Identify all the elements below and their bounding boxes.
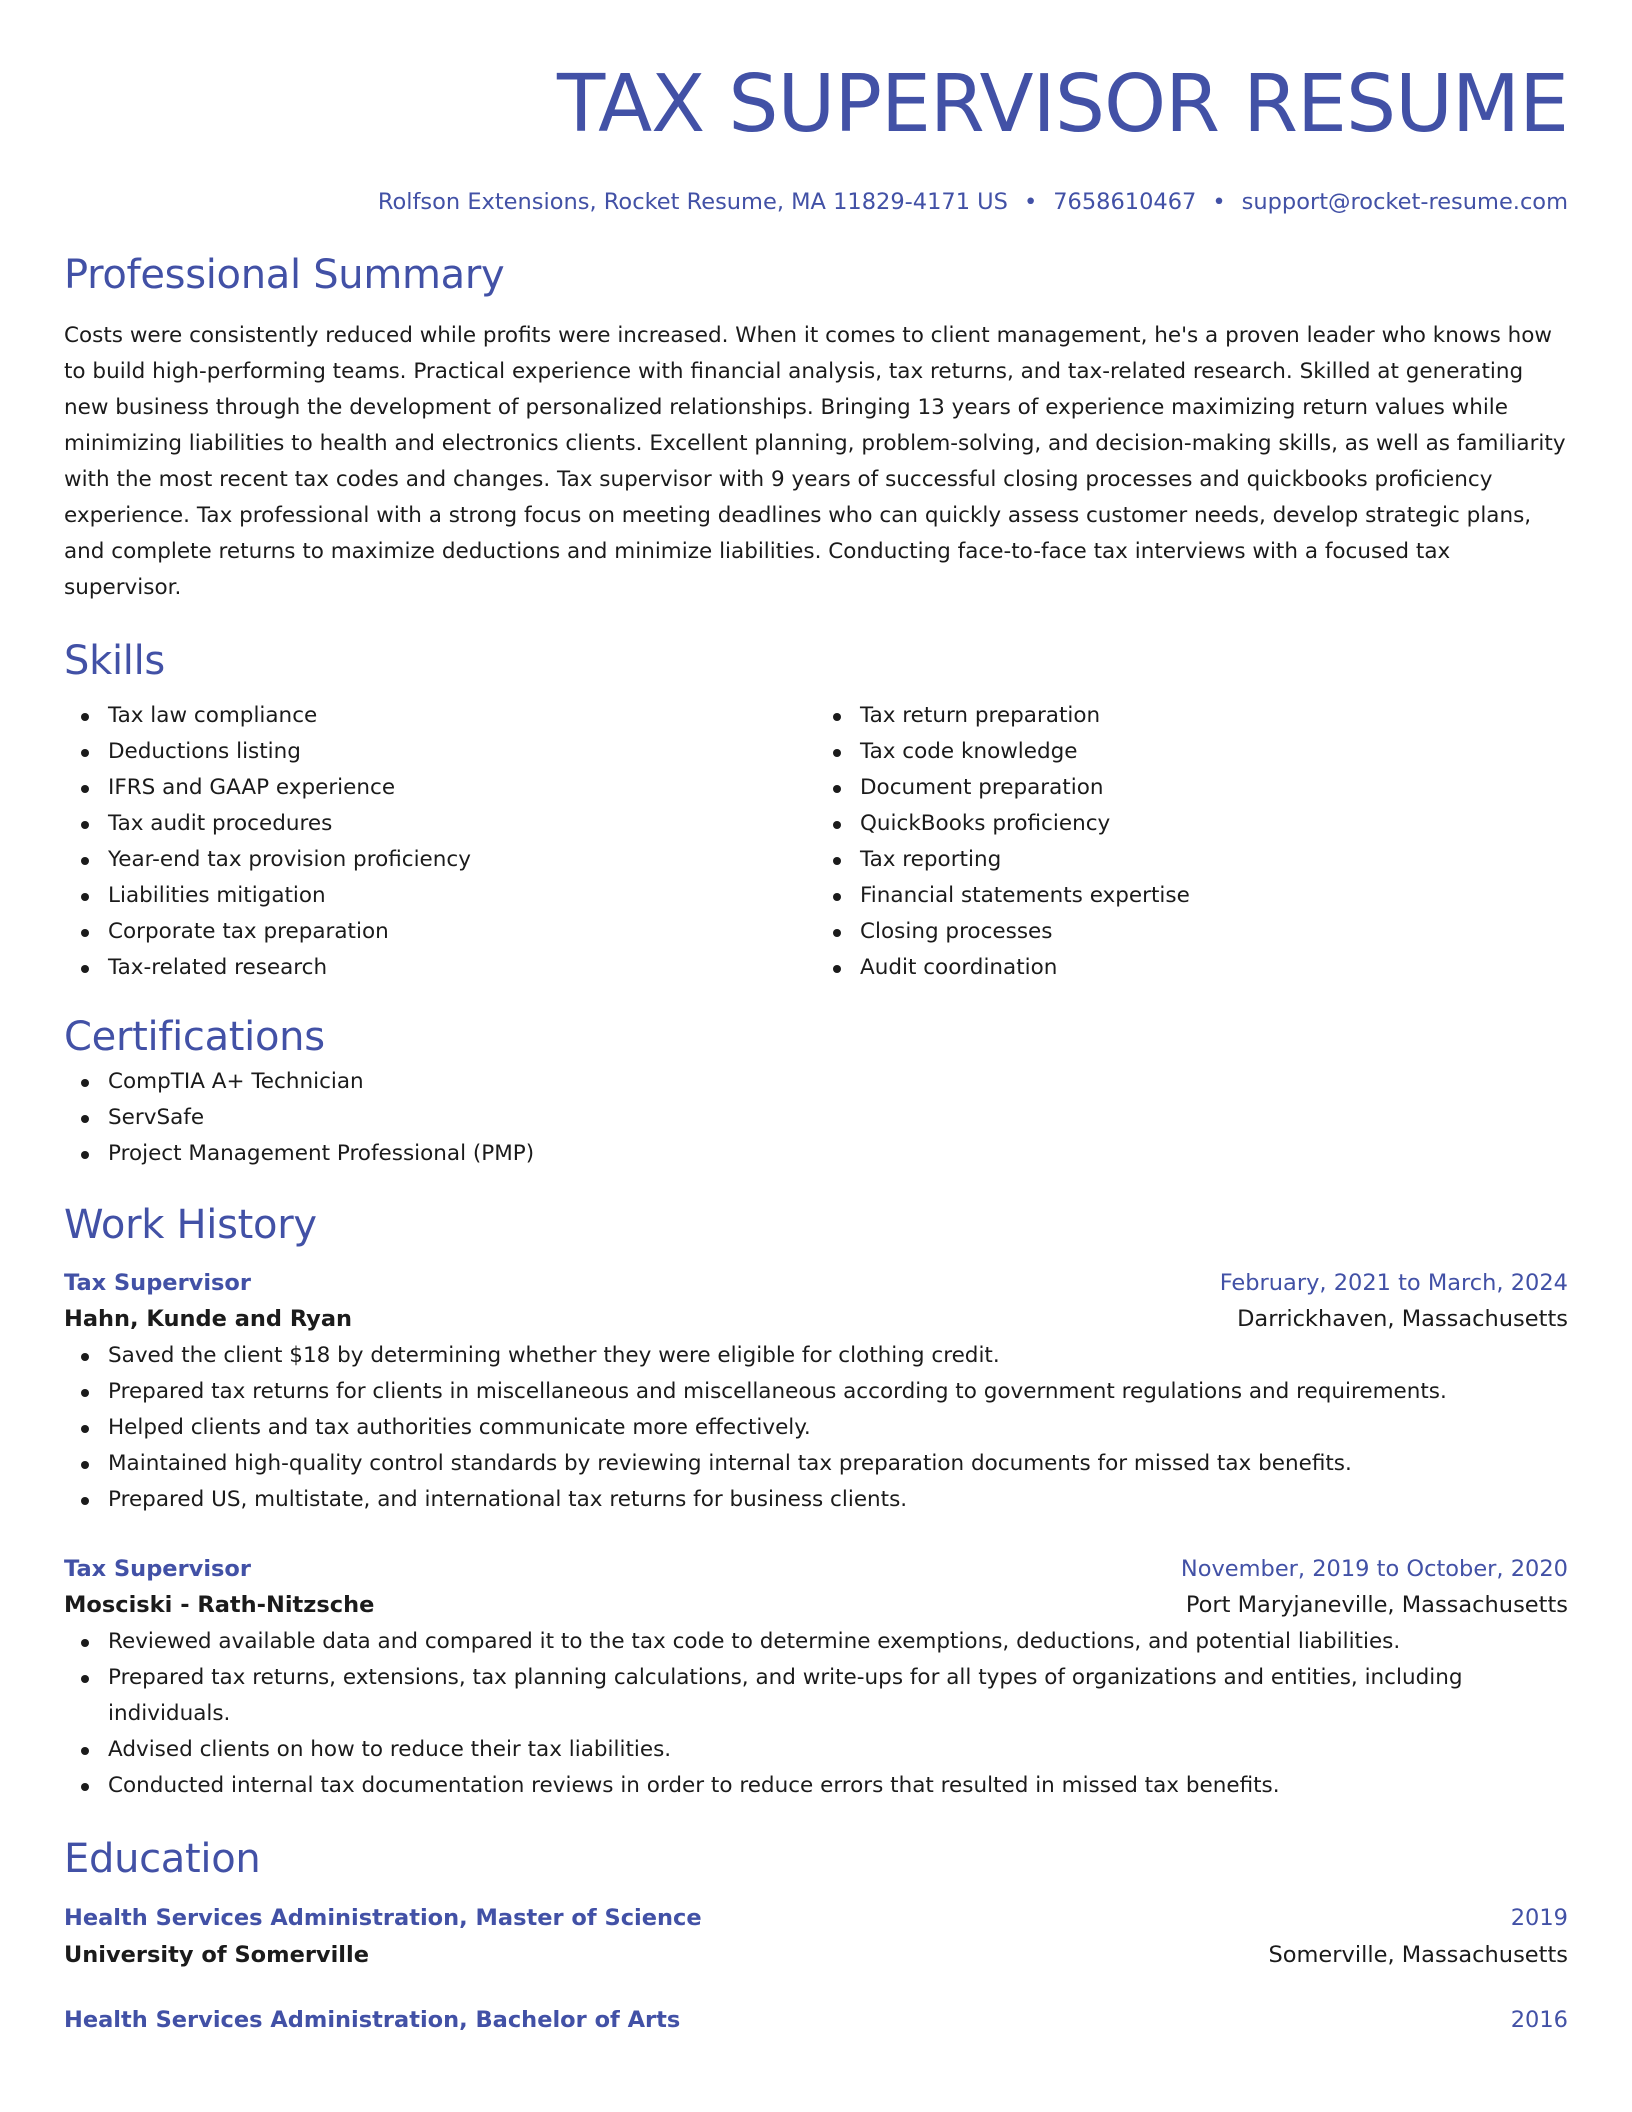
skill-item: Tax audit procedures	[108, 806, 816, 842]
skill-item: Deductions listing	[108, 734, 816, 770]
job-entry	[64, 1266, 1568, 1518]
certification-item: Project Management Professional (PMP)	[108, 1136, 1568, 1172]
job-title-row	[64, 1266, 1568, 1300]
job-bullet: Helped clients and tax authorities communicate more effectively.	[108, 1410, 1568, 1446]
job-entry	[64, 1552, 1568, 1804]
certification-item: CompTIA A+ Technician	[108, 1064, 1568, 1100]
education-year: 2019	[1510, 1905, 1568, 1931]
education-heading: Education	[64, 1836, 261, 1882]
education-entry	[64, 1900, 1568, 1974]
skills-heading: Skills	[64, 638, 165, 684]
job-bullet: Advised clients on how to reduce their tax liabilities.	[108, 1732, 1568, 1768]
certifications-list	[64, 1064, 1568, 1172]
job-dates: February, 2021 to March, 2024	[1219, 1270, 1568, 1296]
skill-item: Tax law compliance	[108, 698, 816, 734]
skills-section	[64, 634, 1568, 986]
skill-item: Tax-related research	[108, 950, 816, 986]
contact-separator: •	[1212, 189, 1226, 215]
education-location: Somerville, Massachusetts	[1268, 1942, 1568, 1968]
job-employer-row	[64, 1586, 1568, 1624]
contact-separator: •	[1023, 189, 1038, 215]
job-employer: Mosciski - Rath-Nitzsche	[64, 1592, 375, 1618]
skill-item: Tax reporting	[860, 842, 1568, 878]
education-year: 2016	[1510, 2007, 1568, 2033]
job-bullet: Maintained high-quality control standards by reviewing internal tax preparation documents for missed tax benefits.	[108, 1446, 1568, 1482]
skill-item: Audit coordination	[860, 950, 1568, 986]
education-degree: Health Services Administration, Bachelor of Arts	[64, 2007, 681, 2033]
skill-item: Corporate tax preparation	[108, 914, 816, 950]
skill-item: Closing processes	[860, 914, 1568, 950]
job-employer: Hahn, Kunde and Ryan	[64, 1306, 353, 1332]
contact-phone: 7658610467	[1053, 189, 1197, 215]
summary-section	[64, 248, 1568, 606]
resume-title: TAX SUPERVISOR RESUME	[556, 58, 1568, 150]
contact-email: support@rocket-resume.com	[1241, 189, 1568, 215]
job-location: Darrickhaven, Massachusetts	[1237, 1306, 1568, 1332]
education-degree-row	[64, 1900, 1568, 1936]
job-location: Port Maryjaneville, Massachusetts	[1185, 1592, 1568, 1618]
job-bullets	[64, 1624, 1568, 1804]
work-history-section	[64, 1198, 1568, 1804]
skill-item: Year-end tax provision proficiency	[108, 842, 816, 878]
skill-item: Tax code knowledge	[860, 734, 1568, 770]
skill-item: Document preparation	[860, 770, 1568, 806]
job-employer-row	[64, 1300, 1568, 1338]
certifications-heading: Certifications	[64, 1014, 325, 1060]
work-history-heading: Work History	[64, 1202, 317, 1248]
skills-grid	[64, 698, 1568, 986]
job-bullet: Prepared tax returns for clients in miscellaneous and miscellaneous according to government regulations and requirements.	[108, 1374, 1568, 1410]
job-bullet: Saved the client $18 by determining whether they were eligible for clothing credit.	[108, 1338, 1568, 1374]
summary-heading: Professional Summary	[64, 252, 505, 298]
job-bullets	[64, 1338, 1568, 1518]
job-bullet: Prepared US, multistate, and international tax returns for business clients.	[108, 1482, 1568, 1518]
job-title: Tax Supervisor	[64, 1270, 251, 1296]
contact-line	[64, 186, 1568, 218]
skill-item: Liabilities mitigation	[108, 878, 816, 914]
education-section	[64, 1832, 1568, 2038]
skills-right-list	[816, 698, 1568, 986]
skills-left-list	[64, 698, 816, 986]
summary-text: Costs were consistently reduced while profits were increased. When it comes to client management, he's a proven leader who knows how to build high-performing teams. Practical experience with financial analysis, tax returns, and tax-related research. Skilled at generating new business through the development of personalized relationships. Bringing 13 years of experience maximizing return values while minimizing liabilities to health and electronics clients. Excellent planning, problem-solving, and decision-making skills, as well as familiarity with the most recent tax codes and changes. Tax supervisor with 9 years of successful closing processes and quickbooks proficiency experience. Tax professional with a strong focus on meeting deadlines who can quickly assess customer needs, develop strategic plans, and complete returns to maximize deductions and minimize liabilities. Conducting face-to-face tax interviews with a focused tax supervisor.	[64, 323, 1566, 600]
job-bullet: Reviewed available data and compared it to the tax code to determine exemptions, deductions, and potential liabilities.	[108, 1624, 1568, 1660]
certification-item: ServSafe	[108, 1100, 1568, 1136]
skill-item: Tax return preparation	[860, 698, 1568, 734]
education-school: University of Somerville	[64, 1942, 369, 1968]
education-degree-row	[64, 2002, 1568, 2038]
certifications-section	[64, 1010, 1568, 1172]
job-bullet: Conducted internal tax documentation reviews in order to reduce errors that resulted in missed tax benefits.	[108, 1768, 1568, 1804]
skill-item: Financial statements expertise	[860, 878, 1568, 914]
education-school-row	[64, 1936, 1568, 1974]
job-title-row	[64, 1552, 1568, 1586]
job-dates: November, 2019 to October, 2020	[1180, 1556, 1568, 1582]
resume-header	[64, 48, 1568, 218]
job-bullet: Prepared tax returns, extensions, tax planning calculations, and write-ups for all types of organizations and entities, including individuals.	[108, 1660, 1568, 1732]
skill-item: IFRS and GAAP experience	[108, 770, 816, 806]
contact-address: Rolfson Extensions, Rocket Resume, MA 11829-4171 US	[377, 189, 1008, 215]
job-title: Tax Supervisor	[64, 1556, 251, 1582]
education-entry	[64, 2002, 1568, 2038]
education-degree: Health Services Administration, Master of Science	[64, 1905, 702, 1931]
skill-item: QuickBooks proficiency	[860, 806, 1568, 842]
